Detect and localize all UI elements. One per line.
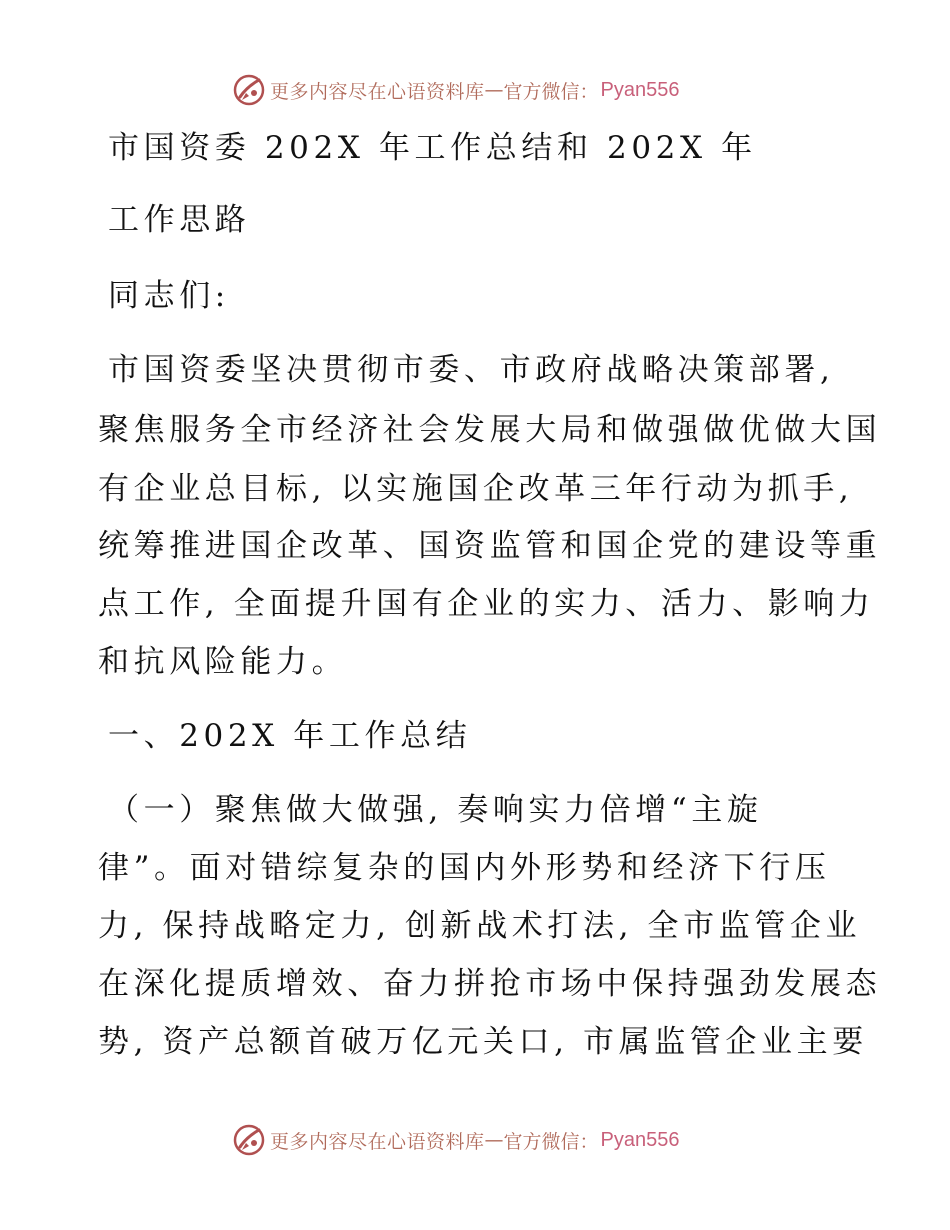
subsection-line: 在深化提质增效、奋力拼抢市场中保持强劲发展态 — [98, 966, 882, 1002]
watermark-text: 更多内容尽在心语资料库 — [270, 1130, 485, 1153]
watermark-wechat-label: 官方微信： — [503, 1130, 599, 1153]
watermark-text: 更多内容尽在心语资料库 — [270, 80, 485, 103]
section-heading: 一、202X 年工作总结 — [108, 718, 472, 754]
intro-line: 聚焦服务全市经济社会发展大局和做强做优做大国 — [98, 412, 882, 448]
intro-line: 市国资委坚决贯彻市委、市政府战略决策部署, — [108, 352, 835, 388]
subsection-line: 律”。面对错综复杂的国内外形势和经济下行压 — [98, 850, 831, 886]
document-title-line-1: 市国资委 202X 年工作总结和 202X 年 — [108, 130, 757, 166]
watermark-dash: — — [484, 79, 504, 101]
intro-line: 点工作, 全面提升国有企业的实力、活力、影响力 — [98, 586, 875, 622]
subsection-line: （一）聚焦做大做强, 奏响实力倍增“主旋 — [108, 792, 763, 828]
document-title-line-2: 工作思路 — [108, 202, 251, 238]
intro-line: 统筹推进国企改革、国资监管和国企党的建设等重 — [98, 528, 882, 564]
salutation: 同志们: — [108, 278, 230, 314]
pen-logo-icon — [232, 1123, 266, 1157]
watermark-banner-top — [232, 70, 680, 110]
intro-line: 有企业总目标, 以实施国企改革三年行动为抓手, — [98, 471, 854, 507]
watermark-dash: — — [484, 1129, 504, 1151]
subsection-line: 力, 保持战略定力, 创新战术打法, 全市监管企业 — [98, 908, 862, 944]
watermark-wechat-label: 官方微信： — [503, 80, 599, 103]
watermark-wechat-id: Pyan556 — [600, 1128, 680, 1151]
subsection-line: 势, 资产总额首破万亿元关口, 市属监管企业主要 — [98, 1024, 868, 1060]
watermark-banner-bottom — [232, 1120, 680, 1160]
intro-line: 和抗风险能力。 — [98, 644, 348, 680]
pen-logo-icon — [232, 73, 266, 107]
watermark-wechat-id: Pyan556 — [600, 78, 680, 101]
